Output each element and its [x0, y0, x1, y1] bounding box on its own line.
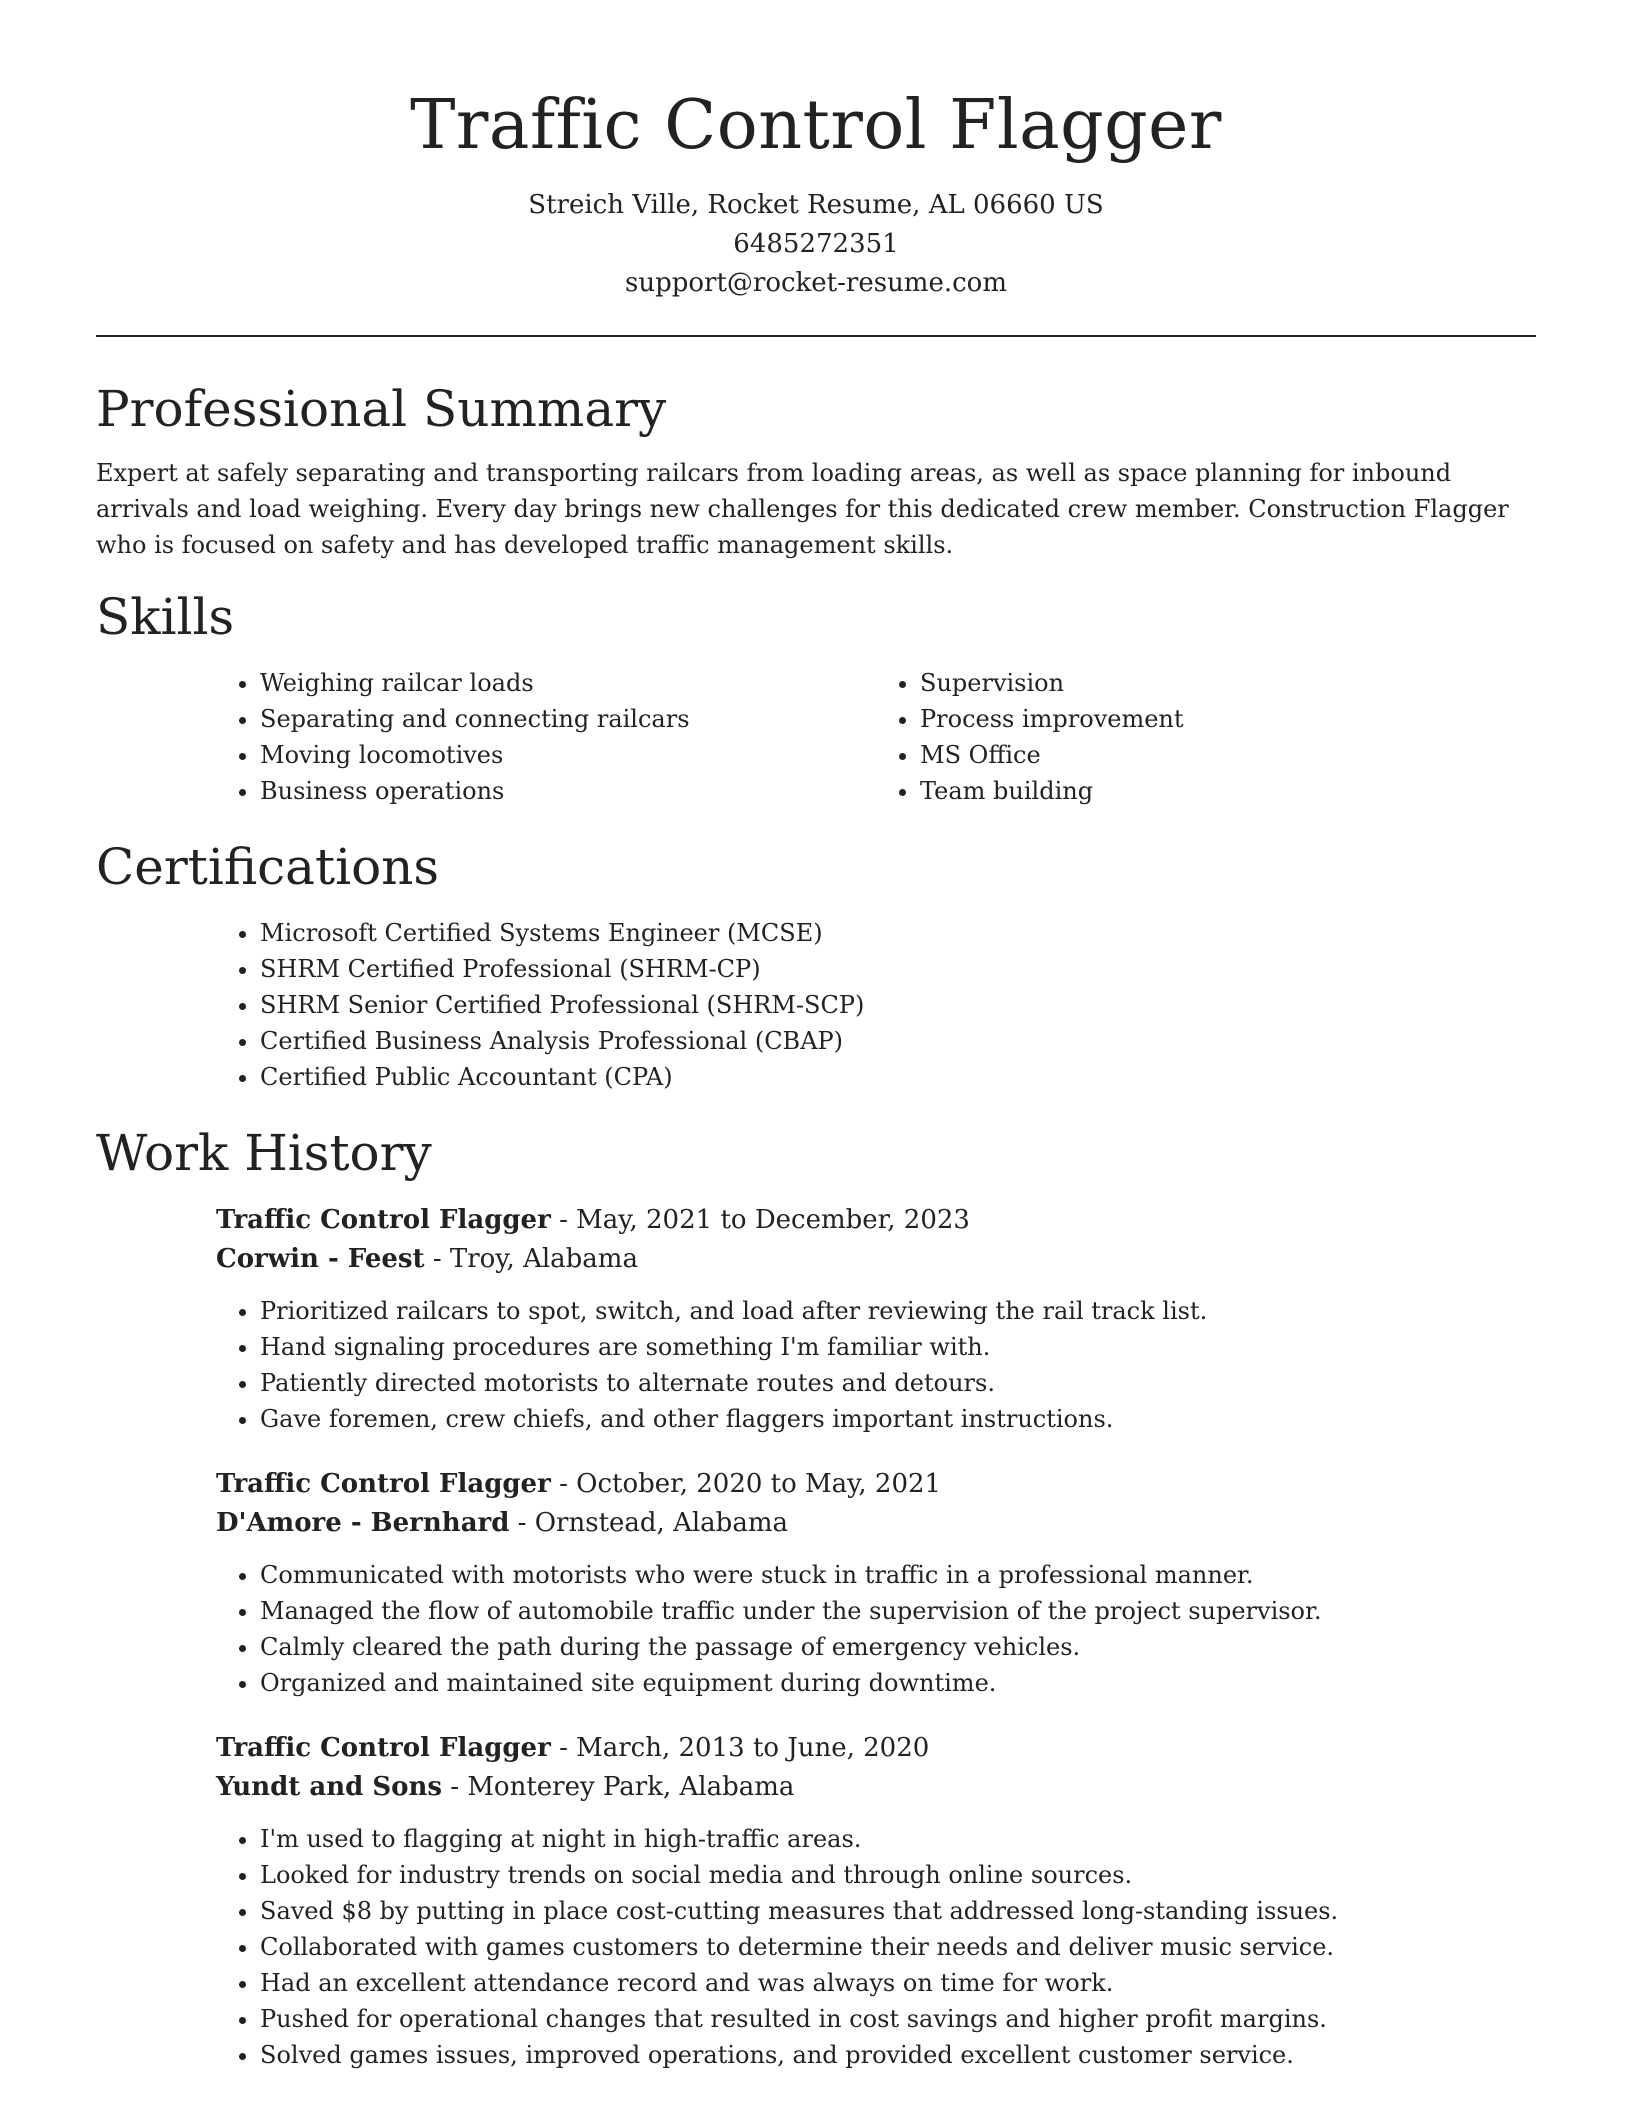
job-dates: - March, 2013 to June, 2020: [550, 1733, 930, 1763]
skill-item: • Moving locomotives: [260, 737, 876, 773]
job-dates: - May, 2021 to December, 2023: [550, 1205, 970, 1235]
job-bullet: • Gave foremen, crew chiefs, and other flaggers important instructions.: [260, 1401, 1536, 1437]
contact-block: [0, 186, 1632, 303]
job-bullet: • Communicated with motorists who were stuck in traffic in a professional manner.: [260, 1557, 1536, 1593]
certification-item: • SHRM Certified Professional (SHRM-CP): [260, 951, 1536, 987]
certifications-heading: Certifications: [96, 838, 440, 896]
summary-text: Expert at safely separating and transporting railcars from loading areas, as well as space planning for inbound arrivals and load weighing. Every day brings new challenges for this dedicated crew member. Construction Flagger who is focused on safety and has developed traffic management skills.: [96, 459, 1509, 559]
skill-item: • Business operations: [260, 773, 876, 809]
summary-section: [96, 377, 1536, 563]
job-bullets: [216, 1293, 1536, 1437]
job-bullet: • Pushed for operational changes that resulted in cost savings and higher profit margins.: [260, 2001, 1536, 2037]
certification-item: • Certified Public Accountant (CPA): [260, 1059, 1536, 1095]
job-bullet: • Saved $8 by putting in place cost-cutting measures that addressed long-standing issues.: [260, 1893, 1536, 1929]
job-bullet: • Collaborated with games customers to determine their needs and deliver music service.: [260, 1929, 1536, 1965]
skills-grid: [216, 665, 1536, 809]
skill-item: • Team building: [920, 773, 1536, 809]
job-company: Corwin - Feest: [216, 1244, 425, 1274]
certifications-section: [96, 835, 1536, 1095]
job-company: Yundt and Sons: [216, 1772, 442, 1802]
email: support@rocket-resume.com: [624, 268, 1007, 298]
skills-list-right: [876, 665, 1536, 809]
job-role: Traffic Control Flagger: [216, 1205, 551, 1235]
job-bullet: • Hand signaling procedures are something I'm familiar with.: [260, 1329, 1536, 1365]
skills-list-left: [216, 665, 876, 809]
job-bullet: • I'm used to flagging at night in high-traffic areas.: [260, 1821, 1536, 1857]
job-company: D'Amore - Bernhard: [216, 1508, 510, 1538]
candidate-name: Traffic Control Flagger: [410, 86, 1222, 165]
certification-item: • Certified Business Analysis Professional (CBAP): [260, 1023, 1536, 1059]
job-title-line: [216, 1465, 1536, 1504]
job-bullet: • Managed the flow of automobile traffic under the supervision of the project supervisor.: [260, 1593, 1536, 1629]
summary-heading: Professional Summary: [96, 380, 667, 438]
certifications-list: [216, 915, 1536, 1095]
job-bullet: • Calmly cleared the path during the passage of emergency vehicles.: [260, 1629, 1536, 1665]
skills-heading: Skills: [96, 588, 235, 646]
job-dates: - October, 2020 to May, 2021: [550, 1469, 942, 1499]
skill-item: • Process improvement: [920, 701, 1536, 737]
phone: 6485272351: [733, 229, 899, 259]
job-bullets: [216, 1821, 1536, 2073]
certification-item: • SHRM Senior Certified Professional (SHRM-SCP): [260, 987, 1536, 1023]
job-company-line: [216, 1240, 1536, 1279]
job-role: Traffic Control Flagger: [216, 1469, 551, 1499]
job-location: - Monterey Park, Alabama: [442, 1772, 795, 1802]
job-entry: [216, 1201, 1536, 1437]
job-title-line: [216, 1201, 1536, 1240]
job-bullet: • Prioritized railcars to spot, switch, and load after reviewing the rail track list.: [260, 1293, 1536, 1329]
job-location: - Ornstead, Alabama: [509, 1508, 788, 1538]
job-company-line: [216, 1504, 1536, 1543]
job-entry: [216, 1465, 1536, 1701]
job-bullet: • Solved games issues, improved operations, and provided excellent customer service.: [260, 2037, 1536, 2073]
job-bullet: • Looked for industry trends on social media and through online sources.: [260, 1857, 1536, 1893]
job-role: Traffic Control Flagger: [216, 1733, 551, 1763]
job-company-line: [216, 1768, 1536, 1807]
job-entry: [216, 1729, 1536, 2073]
job-bullet: • Patiently directed motorists to alternate routes and detours.: [260, 1365, 1536, 1401]
job-bullet: • Organized and maintained site equipment during downtime.: [260, 1665, 1536, 1701]
job-title-line: [216, 1729, 1536, 1768]
skills-section: [96, 585, 1536, 809]
work-history-section: [96, 1121, 1536, 2073]
job-location: - Troy, Alabama: [424, 1244, 638, 1274]
skill-item: • MS Office: [920, 737, 1536, 773]
job-bullet: • Had an excellent attendance record and was always on time for work.: [260, 1965, 1536, 2001]
skill-item: • Supervision: [920, 665, 1536, 701]
job-bullets: [216, 1557, 1536, 1701]
skill-item: • Separating and connecting railcars: [260, 701, 876, 737]
address: Streich Ville, Rocket Resume, AL 06660 US: [528, 190, 1104, 220]
certification-item: • Microsoft Certified Systems Engineer (MCSE): [260, 915, 1536, 951]
work-history-heading: Work History: [96, 1124, 432, 1182]
header-divider: [96, 335, 1536, 337]
resume-header: [0, 0, 1632, 303]
skill-item: • Weighing railcar loads: [260, 665, 876, 701]
